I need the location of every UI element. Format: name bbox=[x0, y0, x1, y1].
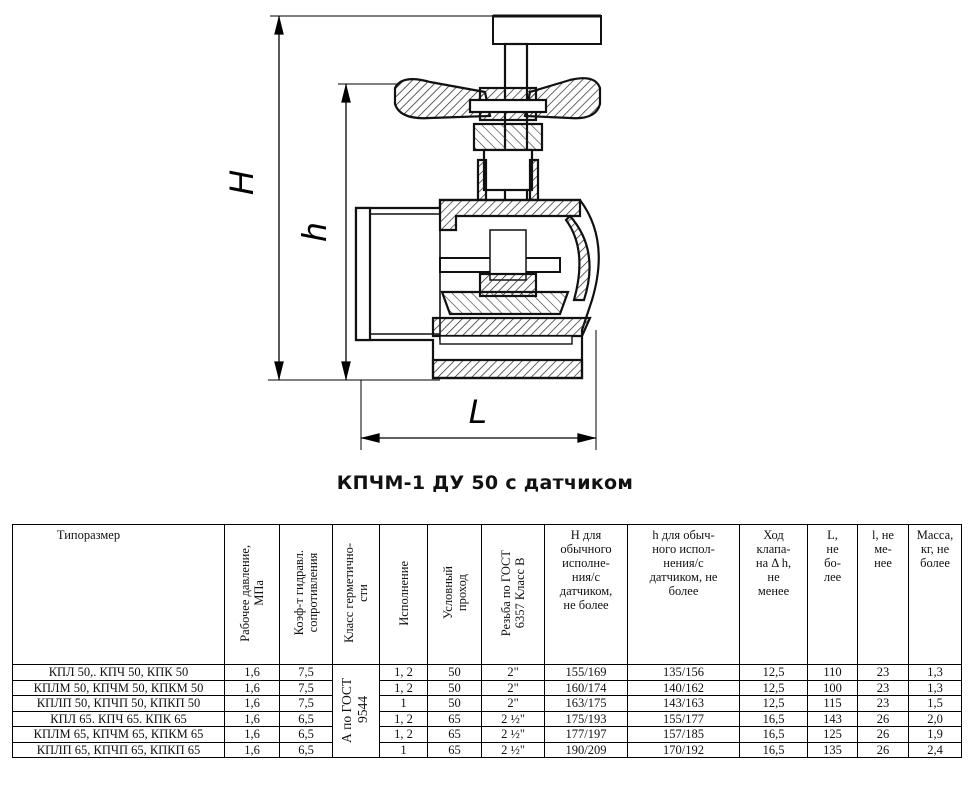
drawing-caption: КПЧМ-1 ДУ 50 с датчиком bbox=[336, 472, 634, 494]
cell-H: 177/197 bbox=[545, 727, 628, 743]
cell-pressure: 1,6 bbox=[225, 696, 280, 712]
cell-h: 140/162 bbox=[628, 680, 740, 696]
header-passage: Условный проход bbox=[428, 525, 482, 665]
table-row bbox=[13, 696, 962, 712]
cell-passage: 65 bbox=[428, 711, 482, 727]
cell-H: 175/193 bbox=[545, 711, 628, 727]
cell-H: 160/174 bbox=[545, 680, 628, 696]
cell-stroke: 16,5 bbox=[740, 711, 808, 727]
valve-body bbox=[356, 16, 601, 378]
header-l: l, не ме- нее bbox=[858, 525, 909, 665]
cell-version: 1, 2 bbox=[380, 711, 428, 727]
cell-pressure: 1,6 bbox=[225, 742, 280, 758]
cell-mass: 2,0 bbox=[909, 711, 962, 727]
cell-typesize: КПЛ 50,. КПЧ 50, КПК 50 bbox=[13, 665, 225, 681]
cell-thread: 2" bbox=[482, 696, 545, 712]
cell-passage: 50 bbox=[428, 665, 482, 681]
header-mass: Масса, кг, не более bbox=[909, 525, 962, 665]
cell-thread: 2" bbox=[482, 680, 545, 696]
cell-L: 143 bbox=[808, 711, 858, 727]
table-row bbox=[13, 742, 962, 758]
header-h: h для обыч- ного испол- нения/с датчиком, не более bbox=[628, 525, 740, 665]
cell-mass: 2,4 bbox=[909, 742, 962, 758]
cell-mass: 1,3 bbox=[909, 680, 962, 696]
cell-thread: 2 ½" bbox=[482, 711, 545, 727]
header-coef: Коэф-т гидравл. сопротивления bbox=[280, 525, 333, 665]
cell-version: 1, 2 bbox=[380, 680, 428, 696]
cell-H: 190/209 bbox=[545, 742, 628, 758]
cell-H: 155/169 bbox=[545, 665, 628, 681]
cell-coef: 7,5 bbox=[280, 680, 333, 696]
cell-L: 125 bbox=[808, 727, 858, 743]
header-tightness: Класс герметично- сти bbox=[333, 525, 380, 665]
cell-tightness-class: А по ГОСТ 9544 bbox=[333, 665, 380, 758]
cell-L: 135 bbox=[808, 742, 858, 758]
cell-h: 143/163 bbox=[628, 696, 740, 712]
cell-passage: 65 bbox=[428, 742, 482, 758]
cell-h: 157/185 bbox=[628, 727, 740, 743]
cell-l: 26 bbox=[858, 727, 909, 743]
cell-l: 26 bbox=[858, 742, 909, 758]
dim-h-label: h bbox=[296, 222, 334, 242]
cell-stroke: 12,5 bbox=[740, 696, 808, 712]
cell-typesize: КПЛМ 65, КПЧМ 65, КПКМ 65 bbox=[13, 727, 225, 743]
cell-passage: 50 bbox=[428, 696, 482, 712]
cell-thread: 2 ½" bbox=[482, 742, 545, 758]
cell-stroke: 12,5 bbox=[740, 665, 808, 681]
table-row bbox=[13, 665, 962, 681]
header-H: Н для обычного исполне- ния/с датчиком, не более bbox=[545, 525, 628, 665]
header-stroke: Ход клапа- на Δ h, не менее bbox=[740, 525, 808, 665]
cell-mass: 1,3 bbox=[909, 665, 962, 681]
cell-coef: 7,5 bbox=[280, 696, 333, 712]
dim-L-label: L bbox=[468, 393, 488, 431]
cell-L: 100 bbox=[808, 680, 858, 696]
cell-thread: 2" bbox=[482, 665, 545, 681]
cell-coef: 7,5 bbox=[280, 665, 333, 681]
header-pressure: Рабочее давление, МПа bbox=[225, 525, 280, 665]
cell-pressure: 1,6 bbox=[225, 665, 280, 681]
cell-stroke: 16,5 bbox=[740, 727, 808, 743]
cell-typesize: КПЛ 65. КПЧ 65. КПК 65 bbox=[13, 711, 225, 727]
table-row bbox=[13, 711, 962, 727]
header-L: L, не бо- лее bbox=[808, 525, 858, 665]
table-header-row bbox=[13, 525, 962, 665]
cell-typesize: КПЛП 65, КПЧП 65, КПКП 65 bbox=[13, 742, 225, 758]
cell-version: 1 bbox=[380, 696, 428, 712]
cell-h: 155/177 bbox=[628, 711, 740, 727]
cell-pressure: 1,6 bbox=[225, 680, 280, 696]
cell-L: 110 bbox=[808, 665, 858, 681]
cell-pressure: 1,6 bbox=[225, 727, 280, 743]
header-version: Исполнение bbox=[380, 525, 428, 665]
table-row bbox=[13, 680, 962, 696]
spec-table bbox=[12, 524, 962, 758]
header-thread: Резьба по ГОСТ 6357 Класс В bbox=[482, 525, 545, 665]
cell-version: 1, 2 bbox=[380, 727, 428, 743]
header-typesize: Типоразмер bbox=[13, 525, 225, 665]
cell-stroke: 12,5 bbox=[740, 680, 808, 696]
dim-H-label: H bbox=[223, 170, 261, 196]
cell-h: 170/192 bbox=[628, 742, 740, 758]
cell-passage: 65 bbox=[428, 727, 482, 743]
cell-coef: 6,5 bbox=[280, 711, 333, 727]
table-row bbox=[13, 727, 962, 743]
cell-thread: 2 ½" bbox=[482, 727, 545, 743]
cell-l: 26 bbox=[858, 711, 909, 727]
cell-typesize: КПЛМ 50, КПЧМ 50, КПКМ 50 bbox=[13, 680, 225, 696]
cell-stroke: 16,5 bbox=[740, 742, 808, 758]
cell-pressure: 1,6 bbox=[225, 711, 280, 727]
cell-version: 1 bbox=[380, 742, 428, 758]
cell-mass: 1,9 bbox=[909, 727, 962, 743]
cell-l: 23 bbox=[858, 665, 909, 681]
cell-l: 23 bbox=[858, 696, 909, 712]
cell-coef: 6,5 bbox=[280, 727, 333, 743]
cell-mass: 1,5 bbox=[909, 696, 962, 712]
cell-typesize: КПЛП 50, КПЧП 50, КПКП 50 bbox=[13, 696, 225, 712]
cell-passage: 50 bbox=[428, 680, 482, 696]
cell-h: 135/156 bbox=[628, 665, 740, 681]
cell-coef: 6,5 bbox=[280, 742, 333, 758]
cell-version: 1, 2 bbox=[380, 665, 428, 681]
cell-l: 23 bbox=[858, 680, 909, 696]
cell-H: 163/175 bbox=[545, 696, 628, 712]
cell-L: 115 bbox=[808, 696, 858, 712]
